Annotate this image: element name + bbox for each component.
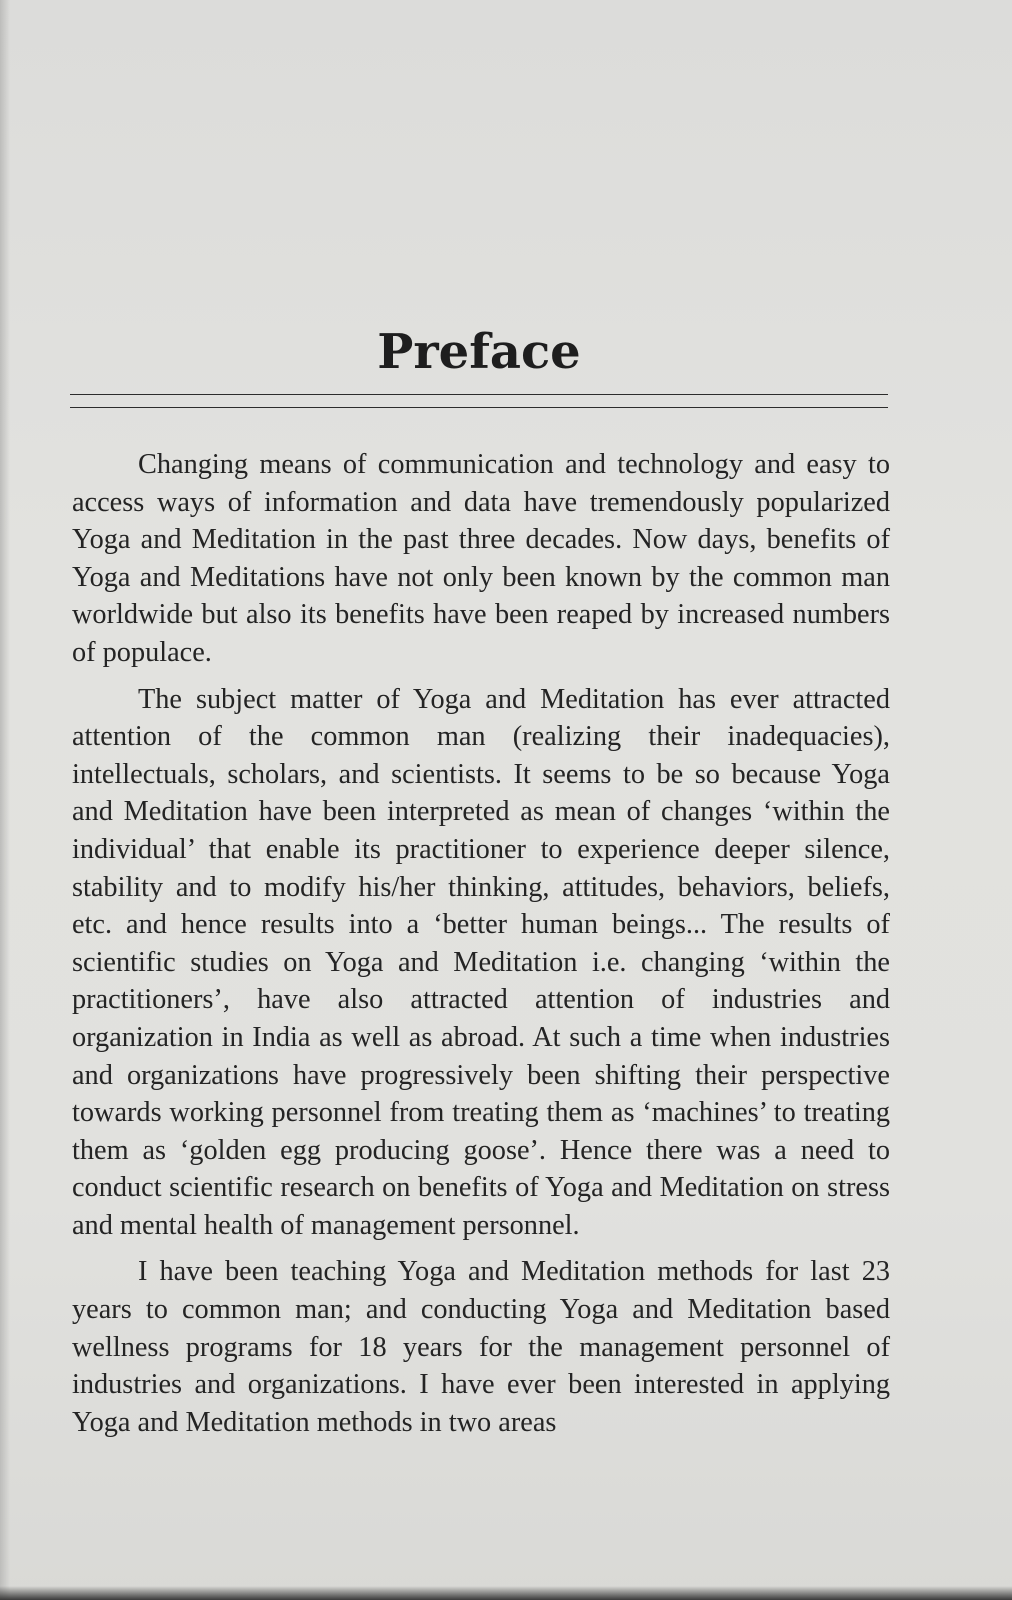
page-title: Preface xyxy=(377,324,581,380)
paragraph-3: I have been teaching Yoga and Meditation methods for last 23 years to common man; and conducting Yoga and Meditation based wellness programs for 18 years for the management personnel of industries and organizations. I have ever been interested in applying Yoga and Meditation methods in two areas xyxy=(72,1256,890,1438)
title-rule-top xyxy=(70,394,888,395)
title-rule-bottom xyxy=(70,407,888,408)
paragraph-2: The subject matter of Yoga and Meditation has ever attracted attention of the common man (realizing their inadequacies), intellectuals, scholars, and scientists. It seems to be so because Yoga and Meditation have been interpreted as mean of changes ‘within the individual’ that enable its practitioner to experience deeper silence, stability and to modify his/her thinking, attitudes, behaviors, beliefs, etc. and hence results into a ‘better human beings... The results of scientific studies on Yoga and Meditation i.e. changing ‘within the practitioners’, have also attracted attention of industries and organization in India as well as abroad. At such a time when industries and organizations have progressively been shifting their perspective towards working personnel from treating them as ‘machines’ to treating them as ‘golden egg producing goose’. Hence there was a need to conduct scientific research on benefits of Yoga and Meditation on stress and mental health of management personnel. xyxy=(72,683,890,1241)
paragraph-1: Changing means of communication and technology and easy to access ways of information and data have tremendously popularized Yoga and Meditation in the past three decades. Now days, benefits of Yoga and Meditations have not only been known by the common man worldwide but also its benefits have been reaped by increased numbers of populace. xyxy=(72,449,890,668)
preface-body xyxy=(72,446,890,1450)
